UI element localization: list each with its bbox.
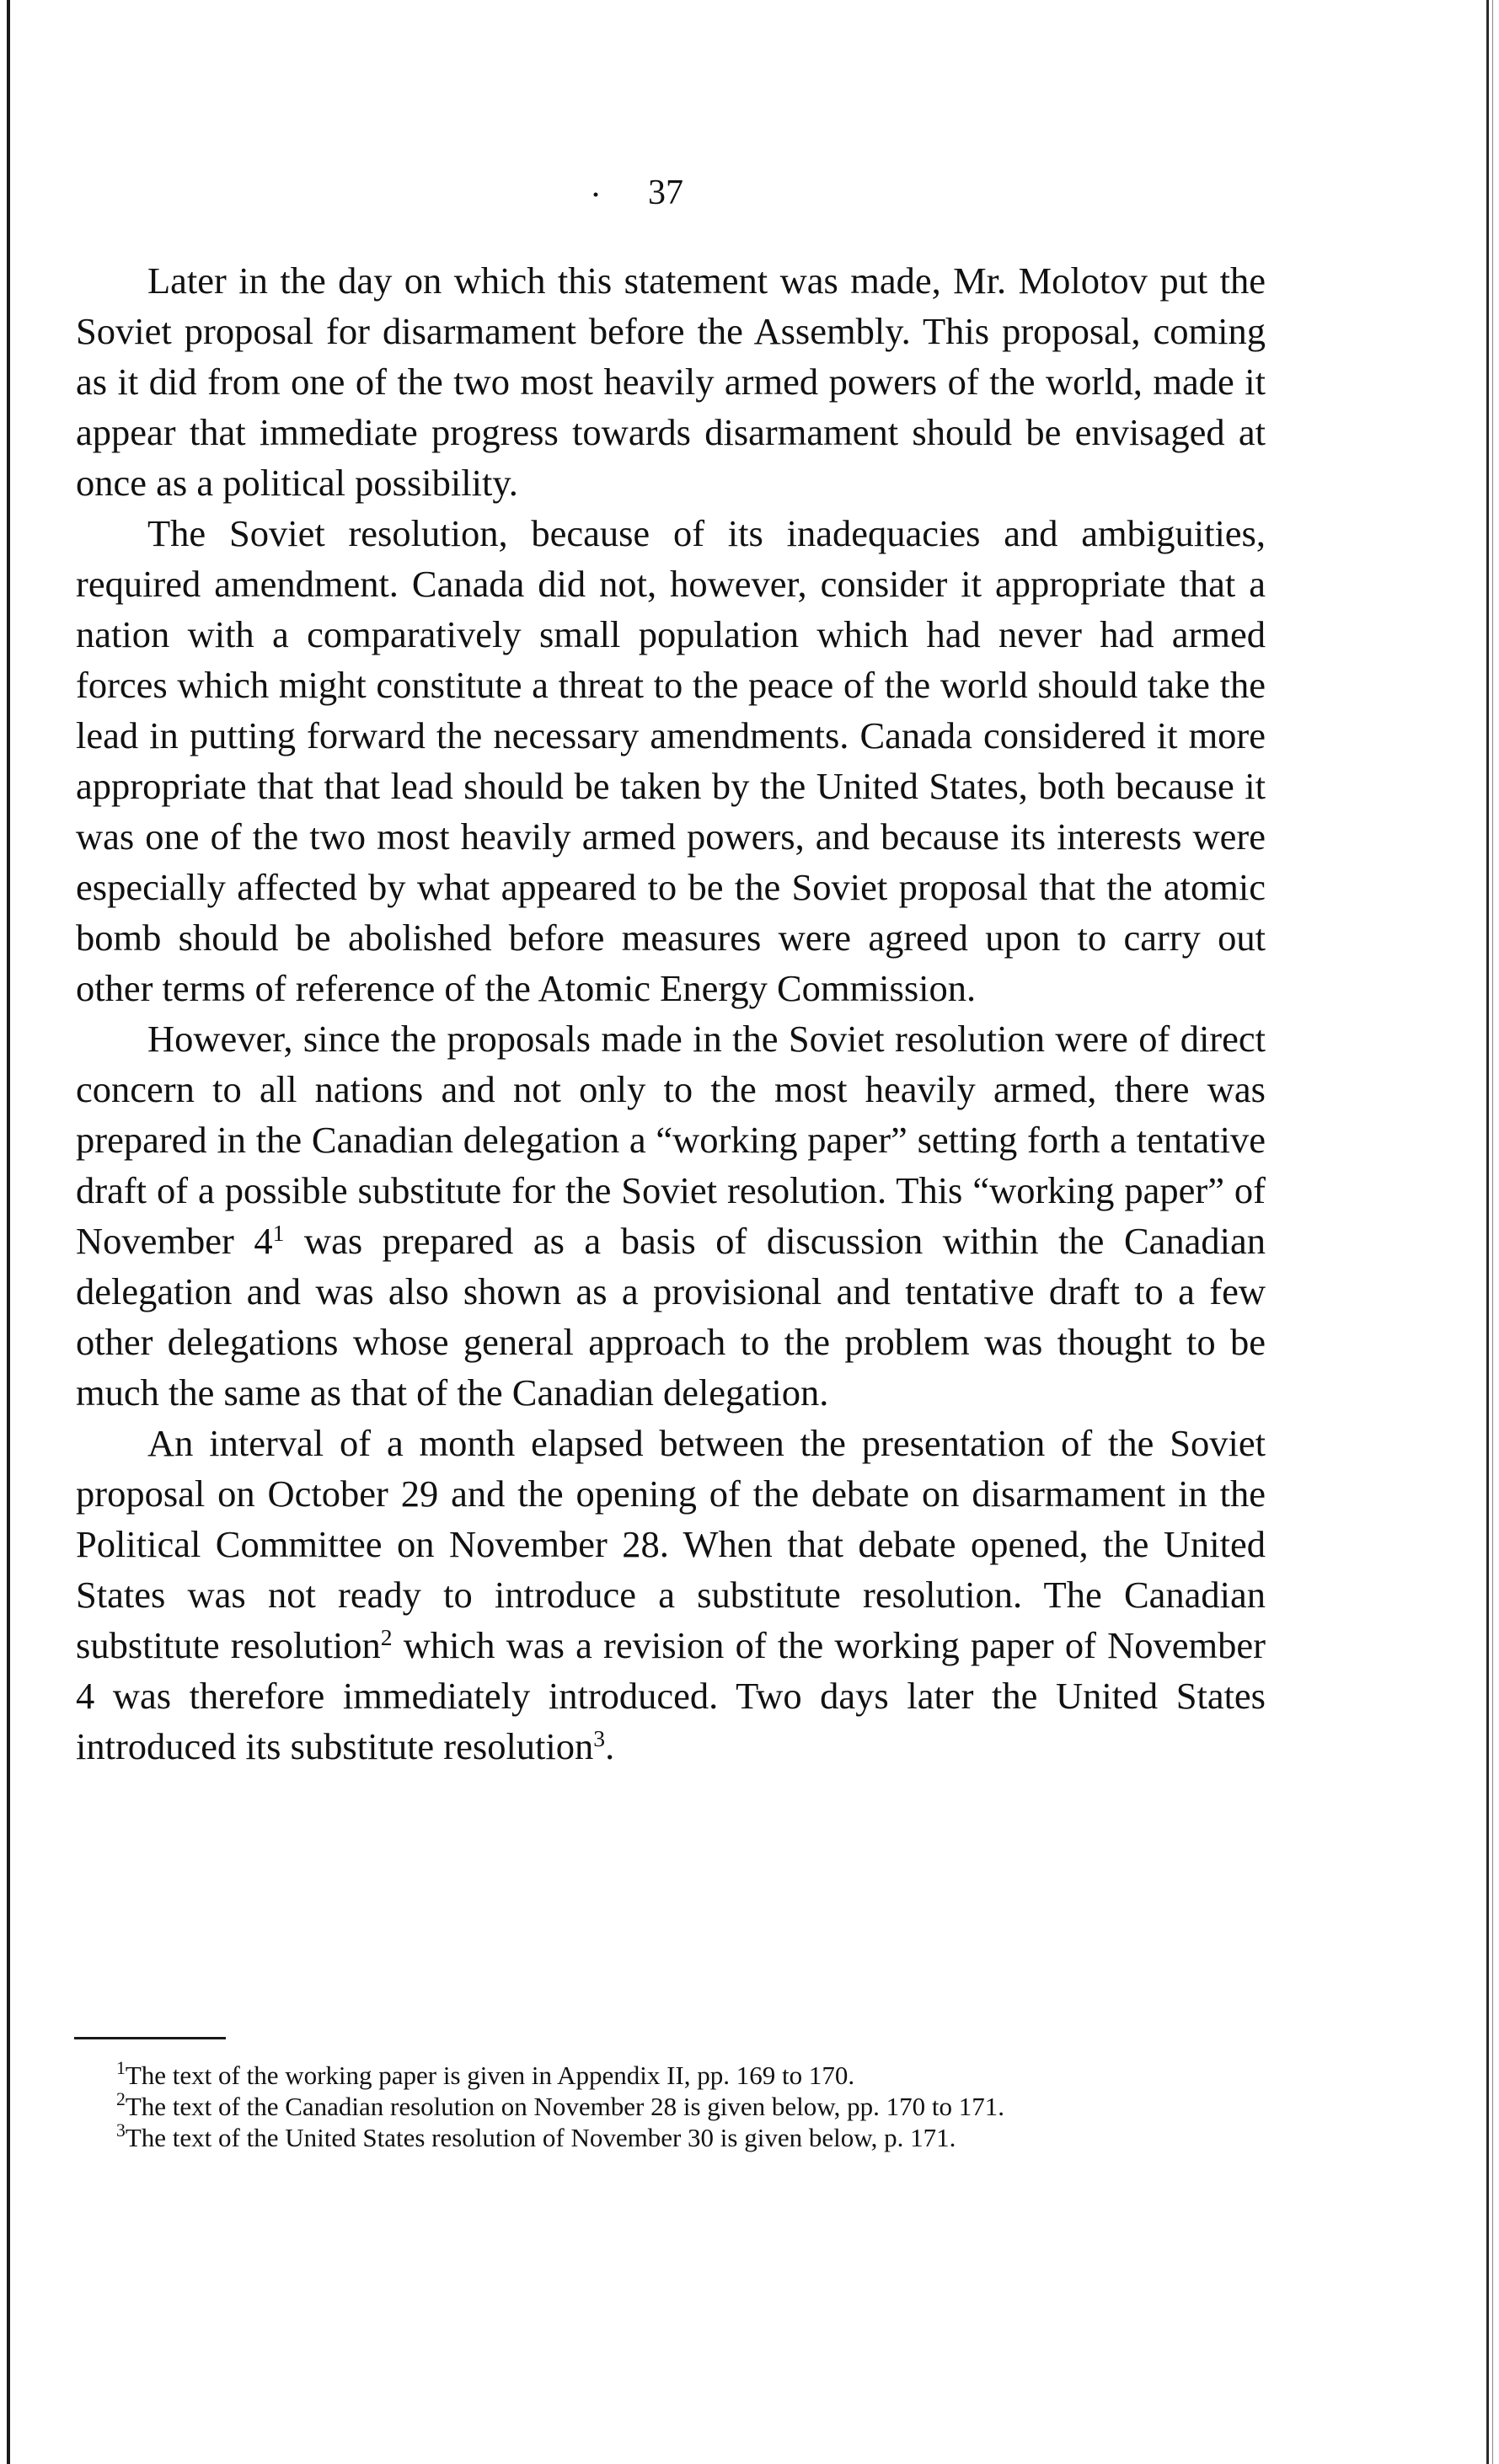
footnote-2-marker: 2 <box>116 2089 126 2110</box>
footnote-1 <box>76 2060 1266 2090</box>
footnote-ref-1: 1 <box>272 1219 285 1246</box>
paragraph-1-text: Later in the day on which this statement was made, Mr. Molotov put the Soviet proposal for disarmament before the Assembly. This proposal, coming as it did from one of the two most heavily armed powers of the world, made it appear that immediate progress towards disarmament should be envisaged at once as a political possibility. <box>76 259 1266 504</box>
footnote-2 <box>76 2089 1266 2121</box>
paragraph-2-text: The Soviet resolution, because of its inadequacies and ambiguities, required amendment. Canada did not, however, consider it appropriate that a nation with a comparatively small population which had never had armed forces which might constitute a threat to the peace of the world should take the lead in putting forward the necessary amendments. Canada considered it more appropriate that that lead should be taken by the United States, both because it was one of the two most heavily armed powers, and because its interests were especially affected by what appeared to be the Soviet proposal that the atomic bomb should be abolished before measures were agreed upon to carry out other terms of reference of the Atomic Energy Commission. <box>76 512 1266 1009</box>
paragraph-2 <box>76 508 1266 1013</box>
paragraph-4-text-a: An interval of a month elapsed between the presentation of the Soviet proposal on October 29 and the opening of the debate on disarmament in the Political Committee on November 28. When that debate opened, the United States was not ready to introduce a substitute resolution. The Canadian substitute resolution <box>76 1422 1266 1666</box>
paragraph-3 <box>76 1013 1266 1418</box>
footnote-3-marker: 3 <box>116 2120 126 2141</box>
footnote-3 <box>76 2120 1266 2152</box>
footnote-2-text: The text of the Canadian resolution on November 28 is given below, pp. 170 to 171. <box>125 2092 1005 2121</box>
footnote-3-text: The text of the United States resolution of November 30 is given below, p. 171. <box>125 2123 956 2152</box>
paragraph-4-text-c: . <box>605 1725 615 1767</box>
paragraph-3-text-b: was prepared as a basis of discussion within the Canadian delegation and was also shown as a provisional and tentative draft to a few other delegations whose general approach to the problem was thought to be much the same as that of the Canadian delegation. <box>76 1220 1266 1414</box>
page-number: 37 <box>648 174 683 212</box>
body-text <box>76 255 1266 1772</box>
paragraph-3-text-a: However, since the proposals made in the Soviet resolution were of direct concern to all nations and not only to the most heavily armed, there was prepared in the Canadian delegation a “working paper” setting forth a tentative draft of a possible substitute for the Soviet resolution. This “working paper” of November 4 <box>76 1018 1266 1262</box>
right-margin-rule <box>1486 0 1489 2464</box>
footnote-1-marker: 1 <box>116 2058 126 2079</box>
footnote-ref-3: 3 <box>593 1724 606 1751</box>
paragraph-1 <box>76 255 1266 508</box>
page-number-dot: · <box>590 176 602 215</box>
left-margin-rule <box>7 0 10 2464</box>
paragraph-4-text-b: which was a revision of the working paper of November 4 was therefore immediately introduced. Two days later the United States introduced its substitute resolution <box>76 1624 1266 1767</box>
footnote-ref-2: 2 <box>380 1623 393 1650</box>
footnotes <box>76 2060 1266 2154</box>
right-margin-thin-rule <box>1492 0 1493 2464</box>
paragraph-4 <box>76 1418 1266 1772</box>
footnote-separator <box>74 2037 226 2039</box>
footnote-1-text: The text of the working paper is given in Appendix II, pp. 169 to 170. <box>125 2060 855 2090</box>
